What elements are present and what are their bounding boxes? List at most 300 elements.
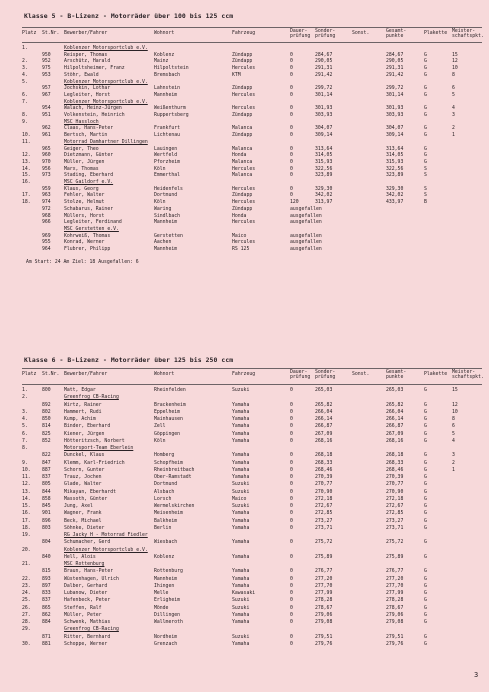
plaque: G (424, 146, 427, 152)
vehicle: Suzuki (232, 634, 250, 640)
special-points: 272,67 (315, 504, 333, 509)
plaque: B (424, 200, 427, 206)
platz: 5. (22, 424, 28, 430)
total-points: 291,31 (386, 66, 404, 72)
table-row (22, 642, 486, 648)
entrant-name: Beck, Michael (64, 518, 102, 524)
header-dauer-1: Dauer- (290, 370, 308, 375)
special-points: 270,90 (315, 489, 333, 495)
total-points: 277,20 (386, 576, 404, 582)
endurance-points: 0 (290, 598, 293, 604)
start-number: 833 (42, 591, 51, 596)
plaque: G (424, 475, 427, 480)
endurance-points: 0 (290, 540, 293, 546)
hometown: Mannheim (154, 247, 178, 252)
entrant-name: Dunckel, Klaus (64, 453, 105, 459)
entrant-name: Hammert, Rudi (64, 409, 102, 415)
entrant-name: Dalber, Gerhard (64, 583, 108, 589)
hometown: Mannheim (154, 92, 178, 98)
total-points: 309,14 (386, 133, 404, 139)
table-row (22, 439, 486, 445)
start-number: 884 (42, 620, 51, 625)
start-number: 852 (42, 438, 51, 444)
entrant-name: Konrad, Werner (64, 240, 105, 246)
special-points: 266,87 (315, 424, 333, 430)
vehicle: Yamaha (232, 409, 250, 415)
platz: 11. (22, 475, 31, 480)
endurance-points: 0 (290, 453, 293, 459)
platz: 7. (22, 438, 28, 444)
entrant-name: Massoth, Günter (64, 496, 108, 502)
endurance-points: 0 (290, 554, 293, 560)
plaque: G (424, 496, 427, 502)
entrant-name: Jochskin, Lothar (64, 86, 111, 92)
entrant-name: RG Jacky H - Motorrad Fiedler (64, 533, 148, 538)
hometown: Gerstetten (154, 233, 183, 239)
vehicle: Hercules (232, 106, 256, 112)
header-dauer-2: prüfung (290, 34, 311, 40)
entrant-name: Motorsport-Team Eberlein (64, 446, 134, 451)
vehicle: Malanca (232, 173, 253, 179)
championship-points: 15 (452, 52, 458, 58)
total-points: 278,28 (386, 598, 404, 604)
hometown: Heidenfels (154, 186, 183, 192)
table-row (22, 453, 486, 459)
vehicle: Honda (232, 213, 247, 219)
entrant-name: Flubrer, Philipp (64, 247, 111, 252)
start-number: 805 (42, 482, 51, 488)
entrant-name: Kohrweiß, Thomas (64, 233, 111, 239)
platz: 1. (22, 388, 28, 393)
endurance-points: 0 (290, 193, 293, 199)
platz: 13. (22, 489, 31, 495)
entrant-name: MSC Hassloch (64, 119, 99, 125)
total-points: 278,67 (386, 605, 404, 611)
plaque: S (424, 193, 427, 199)
special-points: 291,31 (315, 66, 333, 72)
total-points: 284,67 (386, 52, 404, 58)
vehicle: Zündapp (232, 113, 253, 118)
entrant-name: Greenfrog CB-Racing (64, 627, 119, 633)
platz: 13. (22, 159, 31, 165)
championship-points: 1 (452, 133, 455, 139)
endurance-points: 0 (290, 113, 293, 118)
championship-points: 15 (452, 388, 458, 393)
plaque: G (424, 612, 427, 618)
start-number: 966 (42, 220, 51, 226)
club-row (22, 446, 486, 452)
hometown: Schopfheim (154, 460, 183, 466)
vehicle: Suzuki (232, 482, 250, 488)
start-number: 956 (42, 166, 51, 172)
championship-points: 12 (452, 402, 458, 408)
special-points: 279,08 (315, 620, 333, 625)
platz: 8. (22, 446, 28, 451)
hometown: Emmerthal (154, 173, 180, 179)
endurance-points: 0 (290, 402, 293, 408)
club-row (22, 395, 486, 401)
special-points: 301,14 (315, 92, 333, 98)
total-points: 270,77 (386, 482, 404, 488)
total-points: 277,70 (386, 583, 404, 589)
table-row (22, 220, 486, 226)
entrant-name: Binder, Eberhard (64, 424, 111, 430)
table-row (22, 606, 486, 612)
plaque: G (424, 591, 427, 596)
entrant-name: Glade, Walter (64, 482, 102, 488)
start-number: 954 (42, 106, 51, 112)
vehicle: Yamaha (232, 620, 250, 625)
platz: 2. (22, 395, 28, 401)
platz: 15. (22, 504, 31, 509)
total-points: 270,90 (386, 489, 404, 495)
special-points: 329,30 (315, 186, 333, 192)
start-number: 815 (42, 569, 51, 575)
special-points: 277,20 (315, 576, 333, 582)
special-points: 322,56 (315, 166, 333, 172)
vehicle: Yamaha (232, 438, 250, 444)
page-number: 3 (474, 671, 479, 679)
entrant-name: Matt, Edgar (64, 388, 96, 393)
platz: 18. (22, 525, 31, 531)
endurance-points: 0 (290, 106, 293, 112)
special-points: 315,93 (315, 159, 333, 165)
entrant-name: Legleiter, Ferdinand (64, 220, 122, 226)
special-points: 266,04 (315, 409, 333, 415)
championship-points: 3 (452, 113, 455, 118)
table-row (22, 432, 486, 438)
start-number: 896 (42, 518, 51, 524)
plaque: G (424, 525, 427, 531)
table-row (22, 160, 486, 166)
plaque: G (424, 576, 427, 582)
plaque: G (424, 598, 427, 604)
entrant-name: Steffen, Ralf (64, 605, 102, 611)
header-ort: Wohnort (154, 31, 175, 36)
hometown: Nordheim (154, 634, 178, 640)
hometown: Lichtenau (154, 133, 180, 139)
table-row (22, 207, 486, 213)
plaque: G (424, 409, 427, 415)
vehicle: Yamaha (232, 612, 250, 618)
hometown: Pforzheim (154, 159, 180, 165)
start-number: 959 (42, 186, 51, 192)
entrant-name: Walach, Heinz-Jürgen (64, 106, 122, 112)
vehicle: Zündapp (232, 206, 253, 212)
total-points: 329,30 (386, 186, 404, 192)
hometown: Rheinfelden (154, 388, 186, 393)
start-number: 975 (42, 66, 51, 72)
hometown: Wertfeld (154, 153, 178, 159)
vehicle: Yamaha (232, 540, 250, 546)
table-row (22, 504, 486, 510)
entrant-name: Schabarus, Rainer (64, 206, 114, 212)
plaque: G (424, 417, 427, 422)
start-number: 887 (42, 467, 51, 473)
vehicle: Zündapp (232, 59, 253, 65)
championship-points: 8 (452, 417, 455, 422)
special-points: 304,07 (315, 126, 333, 132)
header-gesamt-2: punkte (386, 375, 404, 381)
entrant-name: Schumacher, Gerd (64, 540, 111, 546)
platz: 18. (22, 200, 31, 206)
total-points: 291,42 (386, 72, 404, 78)
club-row (22, 227, 486, 233)
platz: 7. (22, 99, 28, 105)
vehicle: Suzuki (232, 388, 250, 393)
plaque: G (424, 504, 427, 509)
header-ort: Wohnort (154, 372, 175, 377)
start-number: 871 (42, 634, 51, 640)
special-points: 265,03 (315, 388, 333, 393)
hometown: Eppelheim (154, 409, 180, 415)
platz: 23. (22, 583, 31, 589)
table-row (22, 490, 486, 496)
header-sonder-2: prüfung (315, 34, 336, 40)
club-row (22, 627, 486, 633)
table-row (22, 526, 486, 532)
vehicle: Malanca (232, 146, 253, 152)
total-points: 272,18 (386, 496, 404, 502)
club-row (22, 180, 486, 186)
hometown: Lahnstein (154, 86, 180, 92)
plaque: G (424, 554, 427, 560)
special-points: 268,18 (315, 453, 333, 459)
endurance-points: 0 (290, 417, 293, 422)
table-row (22, 620, 486, 626)
special-points: 278,67 (315, 605, 333, 611)
class5-header-rule-bottom (22, 42, 482, 43)
total-points: 323,89 (386, 173, 404, 179)
vehicle: KTM (232, 72, 241, 78)
vehicle: Zündapp (232, 52, 253, 58)
special-points: 266,14 (315, 417, 333, 422)
vehicle: Malanca (232, 159, 253, 165)
start-number: 814 (42, 424, 51, 430)
special-points: 299,72 (315, 86, 333, 92)
entrant-name: Stöhr, Ewald (64, 72, 99, 78)
platz: 14. (22, 496, 31, 502)
table-row (22, 240, 486, 246)
hometown: Köln (154, 438, 166, 444)
table-row (22, 59, 486, 65)
start-number: 963 (42, 193, 51, 199)
platz: 9. (22, 460, 28, 466)
entrant-name: Wagner, Frank (64, 511, 102, 517)
header-plakette: Plakette (424, 372, 448, 377)
endurance-points: 0 (290, 518, 293, 524)
header-stnr: St.Nr. (42, 31, 60, 36)
entrant-name: Reisper, Thomas (64, 52, 108, 58)
hometown: Brackenheim (154, 402, 186, 408)
plaque: G (424, 634, 427, 640)
club-row (22, 140, 486, 146)
start-number: 822 (42, 453, 51, 459)
endurance-points: 0 (290, 467, 293, 473)
vehicle: Malanca (232, 126, 253, 132)
table-row (22, 403, 486, 409)
platz: 25. (22, 598, 31, 604)
vehicle: Suzuki (232, 504, 250, 509)
total-points: 433,97 (386, 200, 404, 206)
table-row (22, 511, 486, 517)
table-row (22, 53, 486, 59)
entrant-name: Koblenzer Motorsportclub e.V. (64, 547, 148, 553)
special-points: 279,76 (315, 641, 333, 647)
total-points: 266,14 (386, 417, 404, 422)
table-row (22, 584, 486, 590)
start-number: 847 (42, 460, 51, 466)
table-row (22, 200, 486, 206)
header-meister-2: schaftspkt. (452, 34, 484, 40)
plaque: G (424, 511, 427, 517)
start-number: 953 (42, 72, 51, 78)
start-number: 825 (42, 431, 51, 437)
plaque: G (424, 159, 427, 165)
plaque: G (424, 153, 427, 159)
table-row (22, 66, 486, 72)
table-row (22, 417, 486, 423)
table-row (22, 234, 486, 240)
total-points: 279,76 (386, 641, 404, 647)
header-sonder-2: prüfung (315, 375, 336, 381)
start-number: 845 (42, 504, 51, 509)
vehicle: RS 125 (232, 247, 250, 252)
plaque: G (424, 641, 427, 647)
table-row (22, 167, 486, 173)
entrant-name: Müllers, Horst (64, 213, 105, 219)
vehicle: Yamaha (232, 518, 250, 524)
header-dauer-1: Dauer- (290, 29, 308, 34)
special-points: 303,93 (315, 113, 333, 118)
entrant-name: Braun, Hans-Peter (64, 569, 114, 575)
plaque: G (424, 113, 427, 118)
hometown: Ihingen (154, 583, 175, 589)
vehicle: Hercules (232, 186, 256, 192)
special-points: 309,14 (315, 133, 333, 139)
special-points: 270,39 (315, 475, 333, 480)
platz: 22. (22, 576, 31, 582)
endurance-points: ausgefallen (290, 240, 322, 246)
total-points: 314,05 (386, 153, 404, 159)
plaque: G (424, 482, 427, 488)
endurance-points: 0 (290, 641, 293, 647)
plaque: S (424, 173, 427, 179)
entrant-name: Greenfrog CB-Racing (64, 395, 119, 401)
platz: 20. (22, 547, 31, 553)
special-points: 290,05 (315, 59, 333, 65)
table-row (22, 113, 486, 119)
championship-points: 6 (452, 86, 455, 92)
table-row (22, 410, 486, 416)
club-row (22, 100, 486, 106)
start-number: 892 (42, 402, 51, 408)
vehicle: Zündapp (232, 133, 253, 139)
endurance-points: 0 (290, 620, 293, 625)
table-row (22, 153, 486, 159)
entrant-name: Schoppe, Werner (64, 641, 108, 647)
header-sonst: Sonst. (352, 31, 370, 36)
total-points: 272,67 (386, 504, 404, 509)
table-row (22, 598, 486, 604)
header-gesamt-1: Gesamt- (386, 29, 407, 34)
special-points: 267,09 (315, 431, 333, 437)
entrant-name: Schorn, Gunter (64, 467, 105, 473)
plaque: G (424, 133, 427, 139)
total-points: 268,16 (386, 438, 404, 444)
entrant-name: Jung, Axel (64, 504, 93, 509)
endurance-points: 0 (290, 438, 293, 444)
endurance-points: 0 (290, 92, 293, 98)
plaque: G (424, 620, 427, 625)
total-points: 276,77 (386, 569, 404, 575)
special-points: 275,89 (315, 554, 333, 560)
start-number: 965 (42, 146, 51, 152)
vehicle: Yamaha (232, 583, 250, 589)
entrant-name: Wüstenhagen, Ulrich (64, 576, 119, 582)
platz: 10. (22, 467, 31, 473)
platz: 16. (22, 180, 31, 185)
plaque: G (424, 388, 427, 393)
platz: 12. (22, 482, 31, 488)
table-row (22, 468, 486, 474)
start-number: 802 (42, 409, 51, 415)
special-points: 276,77 (315, 569, 333, 575)
entrant-name: Klaus, Georg (64, 186, 99, 192)
platz: 19. (22, 533, 31, 538)
plaque: G (424, 518, 427, 524)
hometown: Dortmund (154, 482, 178, 488)
plaque: G (424, 59, 427, 65)
plaque: G (424, 424, 427, 430)
endurance-points: 0 (290, 569, 293, 575)
plaque: S (424, 186, 427, 192)
table-row (22, 577, 486, 583)
hometown: Dillingen (154, 612, 180, 618)
special-points: 314,05 (315, 153, 333, 159)
entrant-name: Kump, Achim (64, 417, 96, 422)
header-sonder-1: Sonder- (315, 370, 336, 375)
plaque: G (424, 402, 427, 408)
total-points: 268,18 (386, 453, 404, 459)
platz: 16. (22, 511, 31, 517)
endurance-points: 0 (290, 591, 293, 596)
total-points: 279,51 (386, 634, 404, 640)
hometown: Frankfurt (154, 126, 180, 132)
start-number: 862 (42, 612, 51, 618)
start-number: 960 (42, 153, 51, 159)
endurance-points: 0 (290, 460, 293, 466)
total-points: 315,93 (386, 159, 404, 165)
endurance-points: 0 (290, 482, 293, 488)
plaque: G (424, 467, 427, 473)
endurance-points: 0 (290, 424, 293, 430)
platz: 24. (22, 591, 31, 596)
plaque: G (424, 438, 427, 444)
endurance-points: 0 (290, 133, 293, 139)
vehicle: Suzuki (232, 598, 250, 604)
entrant-name: Volkenstein, Heinrich (64, 113, 125, 118)
entrant-name: Mikayan, Eberhardt (64, 489, 116, 495)
special-points: 284,67 (315, 52, 333, 58)
entrant-name: Koblenzer Motorsportclub e.V. (64, 79, 148, 85)
header-fahrzeug: Fahrzeug (232, 31, 256, 36)
header-name: Bewerber/Fahrer (64, 31, 108, 36)
header-meister-2: schaftspkt. (452, 375, 484, 381)
hometown: Mannheim (154, 220, 178, 226)
entrant-name: Schwenk, Mathias (64, 620, 111, 625)
championship-points: 8 (452, 72, 455, 78)
